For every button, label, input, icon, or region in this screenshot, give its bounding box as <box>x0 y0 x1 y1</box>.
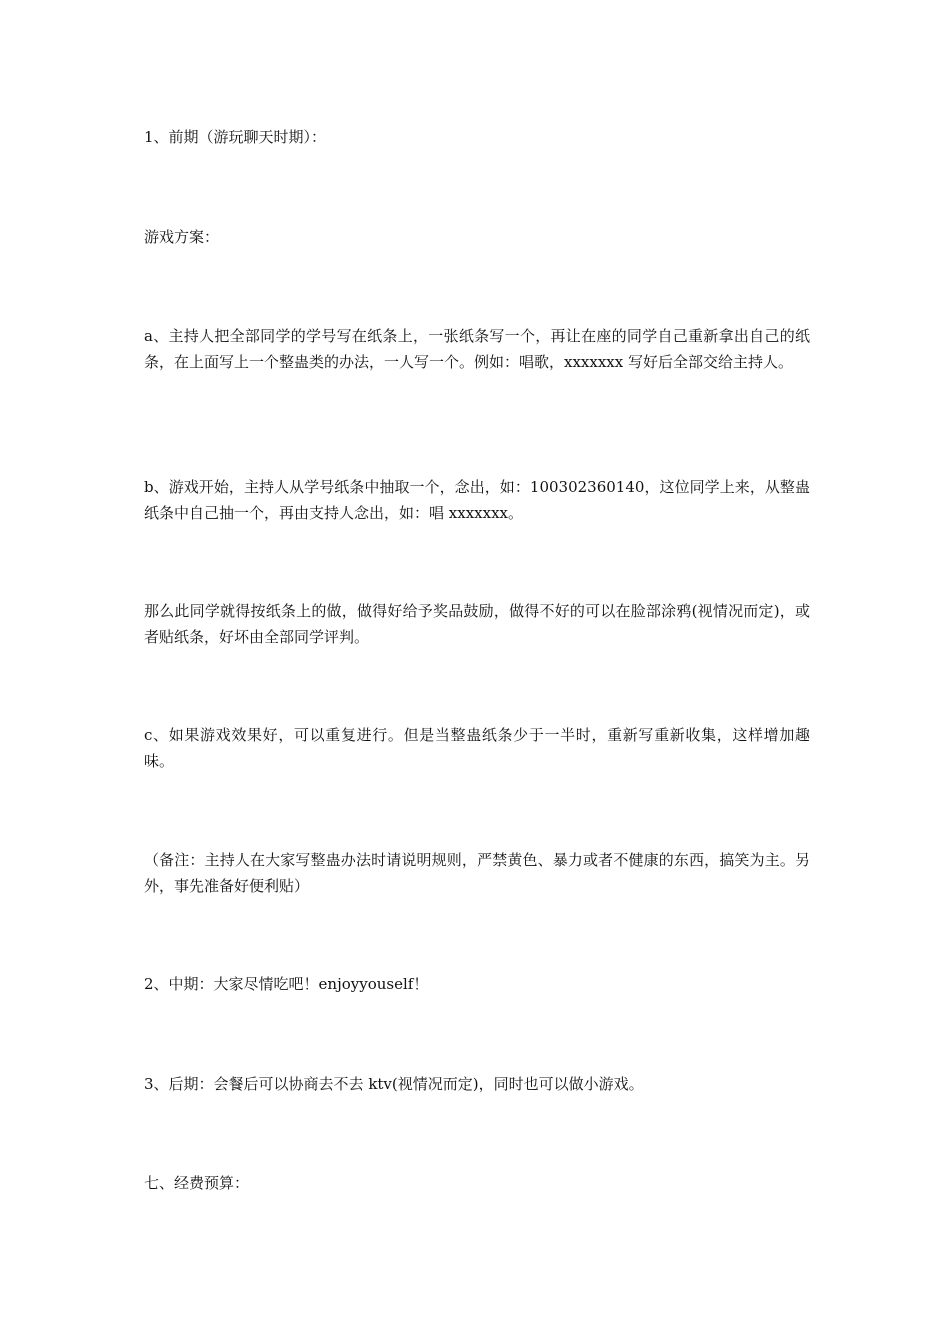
note-paragraph: （备注：主持人在大家写整蛊办法时请说明规则，严禁黄色、暴力或者不健康的东西，搞笑为主。另外，事先准备好便利贴） <box>144 851 810 895</box>
budget-heading: 七、经费预算： <box>144 1174 250 1192</box>
section-middle-paragraph: 2、中期：大家尽情吃吧！enjoyyouself！ <box>144 975 429 993</box>
step-a-paragraph: a、主持人把全部同学的学号写在纸条上，一张纸条写一个，再让在座的同学自己重新拿出自己的纸条，在上面写上一个整蛊类的办法，一人写一个。例如：唱歌，xxxxxxx 写好后全部交给主持人。 <box>144 327 810 371</box>
section-early-heading: 1、前期（游玩聊天时期）： <box>144 128 327 146</box>
step-c-paragraph: c、如果游戏效果好，可以重复进行。但是当整蛊纸条少于一半时，重新写重新收集，这样增加趣味。 <box>144 726 810 770</box>
section-late-paragraph: 3、后期：会餐后可以协商去不去 ktv(视情况而定)，同时也可以做小游戏。 <box>144 1075 644 1093</box>
game-plan-heading: 游戏方案： <box>144 228 220 246</box>
step-b-paragraph: b、游戏开始，主持人从学号纸条中抽取一个，念出，如：100302360140，这位同学上来，从整蛊纸条中自己抽一个，再由支持人念出，如：唱 xxxxxxx。 <box>144 478 810 522</box>
consequence-paragraph: 那么此同学就得按纸条上的做，做得好给予奖品鼓励，做得不好的可以在脸部涂鸦(视情况而定)，或者贴纸条，好坏由全部同学评判。 <box>144 602 810 646</box>
